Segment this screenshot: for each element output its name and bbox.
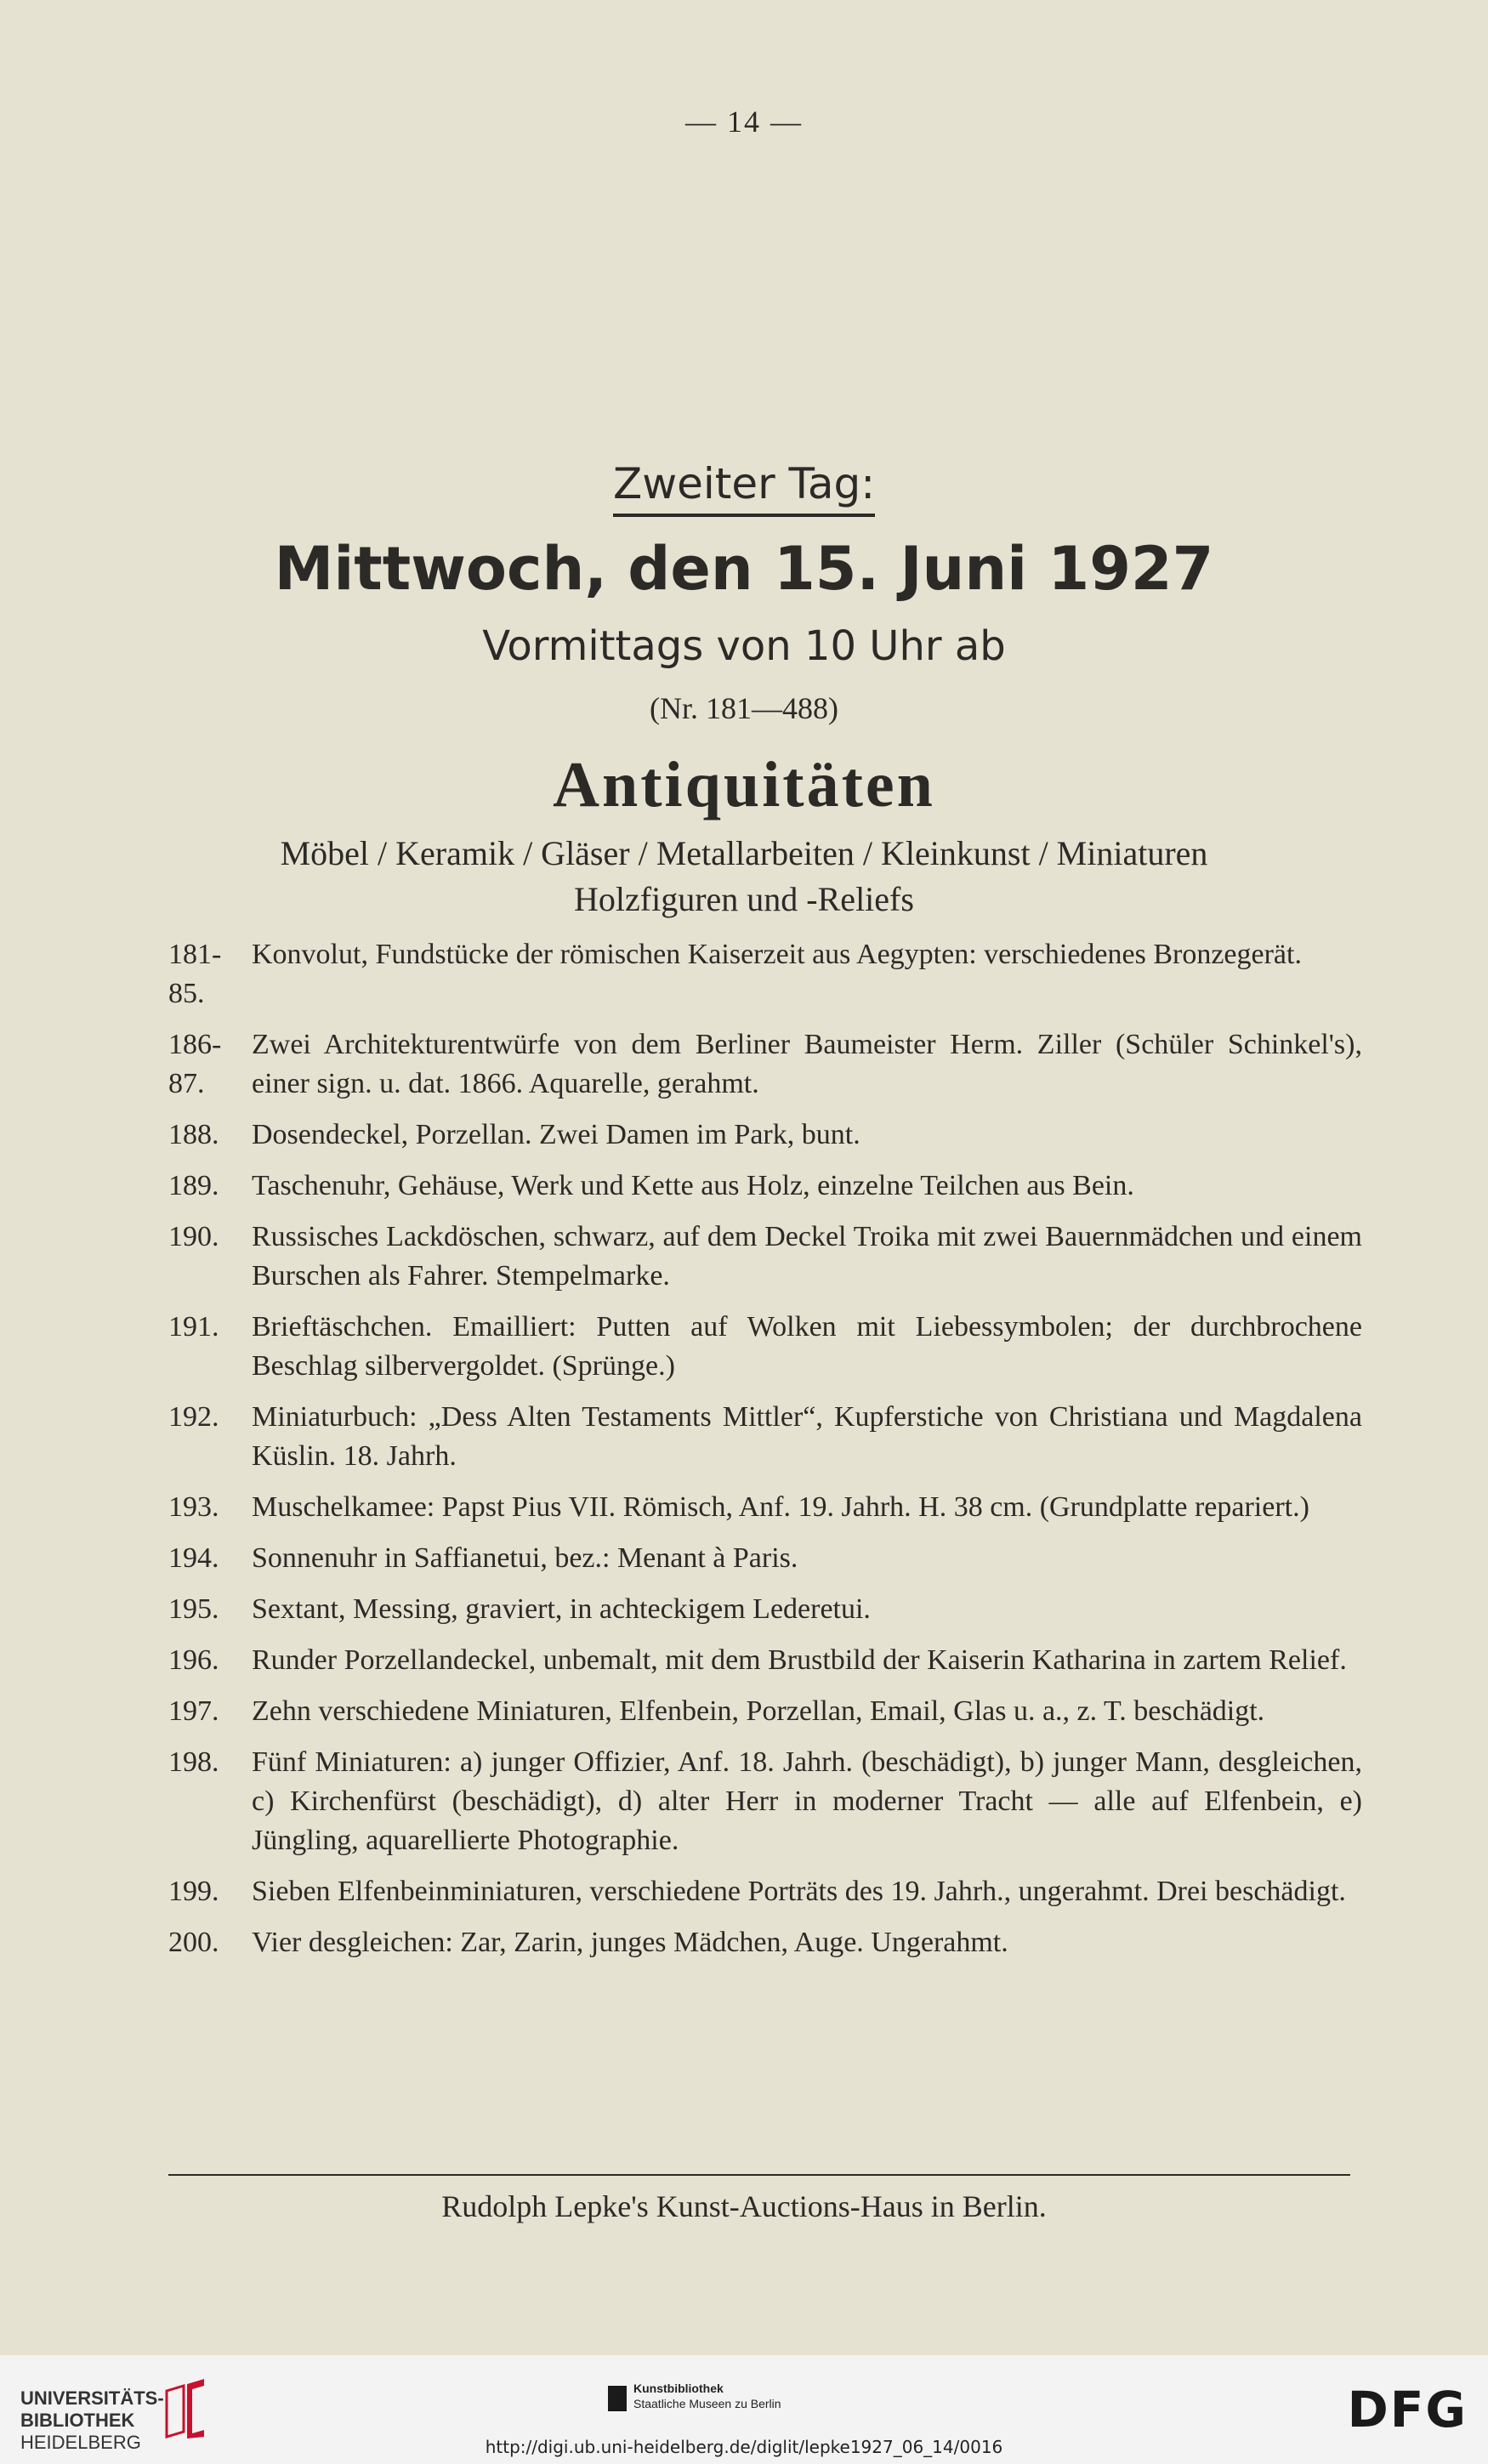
uni-line-1: UNIVERSITÄTS- (20, 2387, 164, 2409)
footer-text: Rudolph Lepke's Kunst-Auctions-Haus in Berlin. (441, 2189, 1047, 2223)
page-number: — 14 — (685, 105, 803, 139)
lot-number: 197. (168, 1695, 219, 1727)
lot-list (168, 935, 1362, 1974)
lot-entry (168, 1923, 1362, 1962)
kunstbibliothek-label[interactable] (633, 2381, 781, 2411)
lot-description: Russisches Lackdöschen, schwarz, auf dem Deckel Troika mit zwei Bauernmädchen und einem Burschen als Fahrer. Stempelmarke. (252, 1221, 1362, 1292)
lot-entry (168, 1167, 1362, 1206)
lot-description: Konvolut, Fundstücke der römischen Kaiserzeit aus Aegypten: verschiedenes Bronzegerät. (252, 939, 1302, 970)
lot-description: Brieftäschchen. Emailliert: Putten auf Wolken mit Liebessymbolen; der durchbrochene Beschlag silbervergoldet. (Sprünge.) (252, 1311, 1362, 1382)
lot-description: Sextant, Messing, graviert, in achteckigem Lederetui. (252, 1593, 871, 1625)
lot-number: 190. (168, 1221, 219, 1252)
lot-description: Runder Porzellandeckel, unbemalt, mit dem Brustbild der Kaiserin Katharina in zartem Relief. (252, 1644, 1347, 1676)
categories-line-1: Möbel / Keramik / Gläser / Metallarbeiten / Kleinkunst / Miniaturen (280, 834, 1208, 872)
lot-description: Zwei Architekturentwürfe von dem Berliner Baumeister Herm. Ziller (Schüler Schinkel's), einer sign. u. dat. 1866. Aquarelle, gerahmt. (252, 1029, 1362, 1099)
footer-divider (168, 2174, 1350, 2176)
lot-description: Zehn verschiedene Miniaturen, Elfenbein, Porzellan, Email, Glas u. a., z. T. beschädigt. (252, 1695, 1265, 1727)
lot-entry (168, 1872, 1362, 1911)
day-title-text: Zweiter Tag: (613, 459, 875, 517)
kunstbibliothek-logo-icon (608, 2386, 627, 2411)
kb-line-1: Kunstbibliothek (633, 2382, 724, 2395)
lot-entry (168, 1025, 1362, 1104)
lot-range: (Nr. 181—488) (650, 691, 838, 725)
auction-time: Vormittags von 10 Uhr ab (482, 622, 1006, 670)
lot-number: 196. (168, 1644, 219, 1676)
uni-line-3: HEIDELBERG (20, 2432, 141, 2453)
lot-number: 193. (168, 1491, 219, 1523)
lot-entry (168, 1641, 1362, 1680)
lot-description: Sieben Elfenbeinminiaturen, verschiedene Porträts des 19. Jahrh., ungerahmt. Drei beschädigt. (252, 1876, 1346, 1907)
lot-number: 181-85. (168, 939, 222, 1009)
lot-number: 188. (168, 1119, 219, 1150)
lot-entry (168, 1743, 1362, 1860)
lot-entry (168, 1398, 1362, 1476)
lot-description: Taschenuhr, Gehäuse, Werk und Kette aus Holz, einzelne Teilchen aus Bein. (252, 1170, 1134, 1201)
lot-entry (168, 935, 1362, 1013)
lot-description: Vier desgleichen: Zar, Zarin, junges Mädchen, Auge. Ungerahmt. (252, 1927, 1008, 1958)
lot-description: Fünf Miniaturen: a) junger Offizier, Anf. 18. Jahrh. (beschädigt), b) junger Mann, desgleichen, c) Kirchenfürst (beschädigt), d) alter Herr in moderner Tracht — alle auf Elfenbein, e) Jüngling, aquarellierte Photographie. (252, 1746, 1362, 1856)
lot-number: 195. (168, 1593, 219, 1625)
lot-entry (168, 1488, 1362, 1527)
lot-description: Miniaturbuch: „Dess Alten Testaments Mittler“, Kupferstiche von Christiana und Magdalena Küslin. 18. Jahrh. (252, 1401, 1362, 1472)
lot-number: 189. (168, 1170, 219, 1201)
lot-entry (168, 1692, 1362, 1731)
lot-number: 199. (168, 1876, 219, 1907)
lot-entry (168, 1590, 1362, 1629)
lot-entry (168, 1116, 1362, 1155)
lot-number: 200. (168, 1927, 219, 1958)
lot-number: 192. (168, 1401, 219, 1433)
lot-entry (168, 1218, 1362, 1296)
lot-number: 198. (168, 1746, 219, 1778)
dfg-logo[interactable]: DFG (1347, 2381, 1468, 2438)
university-logo-icon (162, 2379, 209, 2438)
lot-description: Muschelkamee: Papst Pius VII. Römisch, Anf. 19. Jahrh. H. 38 cm. (Grundplatte repariert.) (252, 1491, 1309, 1523)
section-heading: Antiquitäten (553, 749, 935, 820)
source-url-link[interactable]: http://digi.ub.uni-heidelberg.de/diglit/lepke1927_06_14/0016 (485, 2437, 1003, 2457)
digitization-bar (0, 2355, 1488, 2464)
auction-date: Mittwoch, den 15. Juni 1927 (274, 534, 1214, 604)
lot-number: 186-87. (168, 1029, 222, 1099)
day-title (0, 459, 1488, 508)
lot-description: Dosendeckel, Porzellan. Zwei Damen im Park, bunt. (252, 1119, 860, 1150)
categories-line-2: Holzfiguren und -Reliefs (574, 880, 914, 918)
lot-entry (168, 1539, 1362, 1578)
lot-entry (168, 1308, 1362, 1386)
kb-line-2: Staatliche Museen zu Berlin (633, 2397, 781, 2410)
uni-line-2: BIBLIOTHEK (20, 2410, 135, 2431)
lot-number: 194. (168, 1542, 219, 1574)
lot-description: Sonnenuhr in Saffianetui, bez.: Menant à Paris. (252, 1542, 798, 1574)
lot-number: 191. (168, 1311, 219, 1343)
